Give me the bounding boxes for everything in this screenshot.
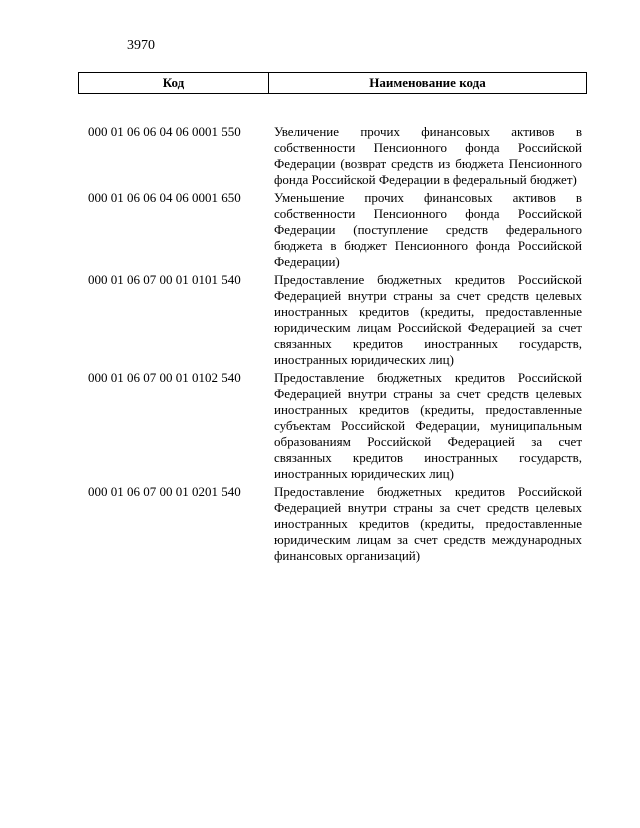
table-row [88, 484, 582, 564]
row-code: 000 01 06 07 00 01 0102 540 [88, 370, 241, 385]
row-code: 000 01 06 07 00 01 0201 540 [88, 484, 241, 499]
table-row [88, 370, 582, 482]
table-row [88, 124, 582, 188]
row-name: Предоставление бюджетных кредитов Российской Федерацией внутри страны за счет средств целевых иностранных кредитов (кредиты, предоставленные юридическим лицам Российской Федерацией за счет связанных кредитов иностранных государств, иностранных юридических лиц) [274, 272, 582, 367]
table-row [88, 190, 582, 270]
row-code: 000 01 06 06 04 06 0001 550 [88, 124, 241, 139]
header-name: Наименование кода [369, 75, 486, 90]
table-row [88, 272, 582, 368]
row-code: 000 01 06 07 00 01 0101 540 [88, 272, 241, 287]
row-code: 000 01 06 06 04 06 0001 650 [88, 190, 241, 205]
page-number: 3970 [127, 38, 155, 53]
row-name: Предоставление бюджетных кредитов Российской Федерацией внутри страны за счет средств целевых иностранных кредитов (кредиты, предоставленные субъектам Российской Федерации, муниципальным образованиям Российской Федерацией за счет связанных кредитов иностранных государств, иностранных юридических лиц) [274, 370, 582, 481]
table-header [78, 72, 587, 94]
row-name: Увеличение прочих финансовых активов в собственности Пенсионного фонда Российской Федерации (возврат средств из бюджета Пенсионного фонда Российской Федерации в федеральный бюджет) [274, 124, 582, 187]
row-name: Уменьшение прочих финансовых активов в собственности Пенсионного фонда Российской Федерации (поступление средств федерального бюджета в бюджет Пенсионного фонда Российской Федерации) [274, 190, 582, 269]
header-code: Код [79, 73, 269, 93]
table-body [88, 124, 582, 566]
row-name: Предоставление бюджетных кредитов Российской Федерацией внутри страны за счет средств целевых иностранных кредитов (кредиты, предоставленные юридическим лицам за счет средств международных финансовых организаций) [274, 484, 582, 563]
